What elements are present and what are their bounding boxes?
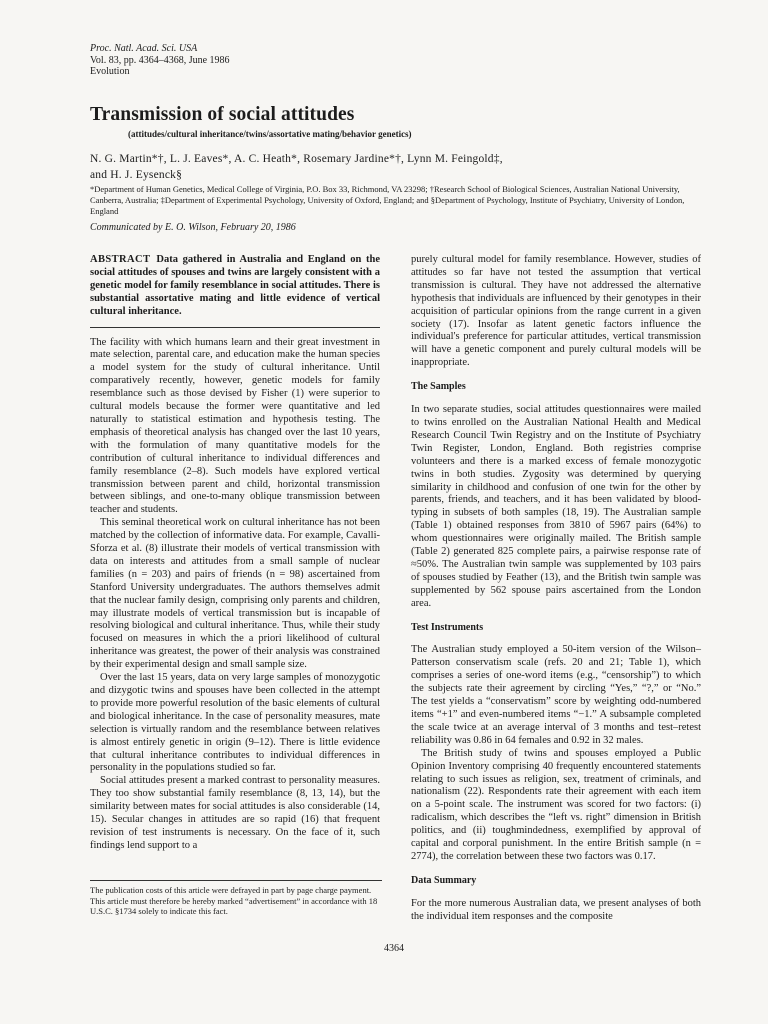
section-heading-samples: The Samples	[411, 381, 466, 393]
journal-volume: Vol. 83, pp. 4364–4368, June 1986	[90, 54, 230, 66]
author-list	[90, 151, 710, 183]
author-affiliations: *Department of Human Genetics, Medical College of Virginia, P.O. Box 33, Richmond, VA 23298; †Research School of Biological Sciences, Australian National University, Canberra, Australia; ‡Department of Experimental Psychology, University of Oxford, England; and §Department of Psychology, Institute of Psychiatry, University of London, England	[90, 184, 685, 216]
body-paragraph: The British study of twins and spouses employed a Public Opinion Inventory comprising 40 frequently encountered statements relating to such issues as religion, sex, treatment of criminals, and nationalism (22). Respondents rate their agreement with each item on a 5-point scale. The instrument was scored for two factors: (i) radicalism, which describes the “left vs. right” dimension in British politics, and (ii) toughmindedness, exemplified by approval of capital and corporal punishment. In the entire British sample (n = 2774), the correlation between these two factors was 0.17.	[411, 747, 701, 862]
body-paragraph: The Australian study employed a 50-item version of the Wilson–Patterson conservatism scale (refs. 20 and 21; Table 1), which comprises a series of one-word items (e.g., “censorship”) to which the subjects rate their agreement by circling “Yes,” “?,” or “No.” The test yields a “conservatism” score by weighting odd-numbered items “+1” and even-numbered items “−1.” A subsample completed the scale twice at an average interval of 3 months and test–retest reliability was 0.86 in 64 females and 0.92 in 32 males.	[411, 644, 701, 746]
footnote-divider	[90, 880, 382, 881]
body-paragraph: purely cultural model for family resemblance. However, studies of attitudes so far have not tested the assumption that vertical transmission is cultural. They have not addressed the alternative hypothesis that individuals are influenced by their genotypes in their acquisition of particular opinions from the range current in a given society (17). Insofar as latent genetic factors influence the individual's preference for particular attitudes, vertical transmission will have a genetic component and purely cultural models will be inappropriate.	[411, 254, 701, 369]
journal-name: Proc. Natl. Acad. Sci. USA	[90, 43, 198, 54]
article-keywords: (attitudes/cultural inheritance/twins/assortative mating/behavior genetics)	[128, 129, 412, 139]
body-paragraph: Social attitudes present a marked contrast to personality measures. They too show substantial family resemblance (8, 13, 14), but the similarity between mates for social attitudes is also considerable (14, 15). Secular changes in attitudes are so rapid (16) that frequent revision of test instruments is necessary. On the face of it, such findings lend support to a	[90, 775, 380, 851]
abstract-divider	[90, 327, 380, 328]
body-paragraph: The facility with which humans learn and their great investment in mate selection, parental care, and education make the human species a model system for the study of cultural inheritance. Until comparatively recently, however, genetic models for family resemblance such as those devised by Fisher (1) were superior to cultural models because the former were quantitative and led naturally to statistical estimation and hypothesis testing. The emphasis of theoretical analysis has changed over the last 10 years, with the formulation of many quantitative models for the contribution of cultural inheritance to individual differences and family resemblance (2–8). Such models have explored vertical transmission between parent and child, horizontal transmission between siblings, and one-to-many oblique transmission between teacher and students.	[90, 336, 380, 516]
abstract-label: ABSTRACT	[90, 254, 151, 265]
page-number: 4364	[384, 943, 404, 954]
publication-cost-footnote	[90, 880, 382, 917]
communicated-by: Communicated by E. O. Wilson, February 20, 1986	[90, 222, 296, 233]
right-column	[411, 254, 701, 924]
abstract-text: Data gathered in Australia and England on the social attitudes of spouses and twins are largely consistent with a genetic model for family resemblance in social attitudes. There is substantial assortative mating and little evidence of vertical cultural inheritance.	[90, 254, 380, 317]
body-paragraph: In two separate studies, social attitudes questionnaires were mailed to twins enrolled on the Australian National Health and Medical Research Council Twin Registry and on the Institute of Psychiatry Twin Register, London, England. Both registries comprise volunteers and there is a marked excess of female monozygotic twins in both studies. Zygosity was determined by querying similarity in childhood and confusion of one twin for the other by parents, friends, and teachers, and it has been validated by blood-typing in subsets of both samples (18, 19). The Australian sample (Table 1) obtained responses from 3810 of 5967 pairs (64%) to whom questionnaires were originally mailed. The British sample (Table 2) generated 825 complete pairs, a pairwise response rate of ≈50%. The Australian twin sample was supplemented by 103 pairs of spouses studied by Feather (13), and the British twin sample was supplemented by 562 spouse pairs ascertained from the London area.	[411, 404, 701, 609]
body-paragraph: This seminal theoretical work on cultural inheritance has not been matched by the collection of informative data. For example, Cavalli-Sforza et al. (8) illustrate their models of vertical transmission with data on interests and attitudes from a small sample of nuclear families (n = 203) and pairs of friends (n = 98) ascertained from Stanford University undergraduates. The authors themselves admit that the nuclear family design, comprising only parents and children, may illustrate models of vertical transmission but is incapable of resolving biological and cultural inheritance. Thus, while their study focused on measures in which the a priori likelihood of cultural inheritance was greatest, the power of their analysis was constrained by their experimental design and small sample size.	[90, 517, 380, 671]
left-column	[90, 254, 380, 853]
journal-section: Evolution	[90, 66, 130, 77]
body-paragraph: Over the last 15 years, data on very large samples of monozygotic and dizygotic twins and spouses have been collected in the attempt to provide more powerful resolution of the basic elements of cultural and biological inheritance. In the case of personality measures, mate selection is virtually random and the resemblance between relatives is almost entirely genetic in origin (9–12). There is little evidence that cultural inheritance contributes to individual differences in personality in the populations studied so far.	[90, 672, 380, 774]
body-paragraph: For the more numerous Australian data, we present analyses of both the individual item responses and the composite	[411, 897, 701, 922]
authors-line-2: and H. J. Eysenck§	[90, 169, 183, 181]
footnote-text: The publication costs of this article were defrayed in part by page charge payment. This article must therefore be hereby marked “advertisement” in accordance with 18 U.S.C. §1734 solely to indicate this fact.	[90, 885, 378, 916]
section-heading-data-summary: Data Summary	[411, 874, 477, 886]
abstract	[90, 254, 380, 319]
article-title: Transmission of social attitudes	[90, 104, 355, 125]
section-heading-test-instruments: Test Instruments	[411, 621, 484, 633]
authors-line-1: N. G. Martin*†, L. J. Eaves*, A. C. Heath*, Rosemary Jardine*†, Lynn M. Feingold‡,	[90, 153, 503, 165]
journal-header	[90, 43, 230, 78]
